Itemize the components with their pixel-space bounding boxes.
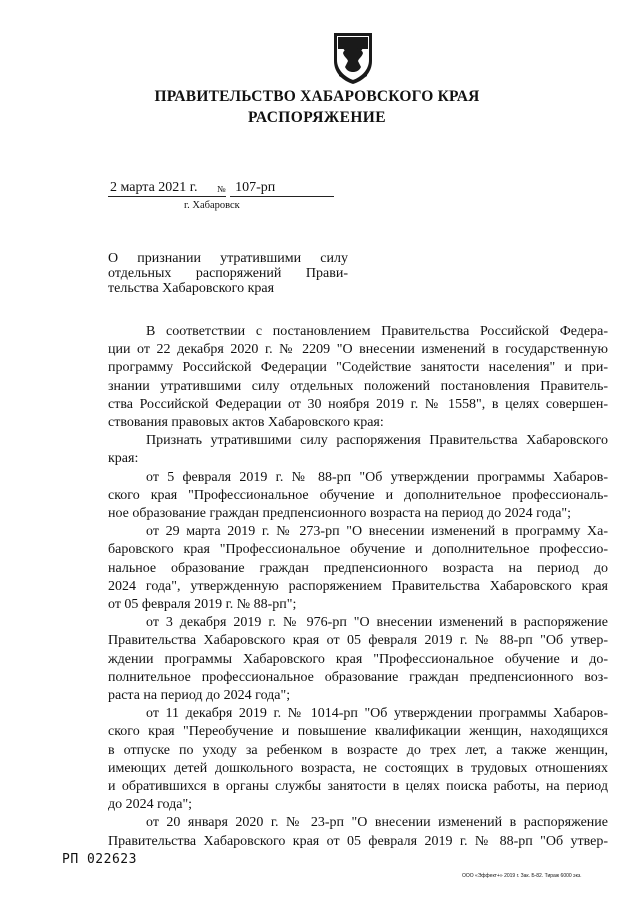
body-line: баровского края "Профессиональное обучение и дополнительное профессио-: [108, 542, 608, 558]
body-line: Признать утратившими силу распоряжения Правительства Хабаровского: [146, 433, 608, 449]
body-line: 2024 года", утвержденную распоряжением Правительства Хабаровского края: [108, 578, 608, 594]
body-line: от 29 марта 2019 г. № 273-рп "О внесении изменений в программу Ха-: [146, 524, 608, 540]
body-line: ства Российской Федерации от 30 ноября 2019 г. № 1558", в целях совершен-: [108, 396, 608, 412]
document-city: г. Хабаровск: [184, 200, 240, 211]
document-subject: [108, 251, 348, 296]
body-line: до 2024 года";: [108, 797, 193, 813]
body-line: от 20 января 2020 г. № 23-рп "О внесении изменений в распоряжение: [146, 815, 608, 831]
number-sign: №: [216, 184, 226, 194]
printer-imprint: ООО «Эффект+» 2019 г. Зак. Б-82. Тираж 6000 экз.: [462, 873, 582, 879]
body-line: Правительства Хабаровского края от 05 февраля 2019 г. № 88-рп "Об утвер-: [108, 833, 608, 849]
subject-line: отдельных распоряжений Прави-: [108, 266, 348, 281]
body-line: ского края "Профессиональное обучение и дополнительное профессиональ-: [108, 487, 608, 503]
organization-title: ПРАВИТЕЛЬСТВО ХАБАРОВСКОГО КРАЯ: [154, 88, 480, 105]
body-line: раста на период до 2024 года";: [108, 688, 291, 704]
document-date: 2 марта 2021 г.: [110, 180, 198, 195]
body-line: нальное образование граждан предпенсионного возраста на период до: [108, 560, 608, 576]
body-line: В соответствии с постановлением Правительства Российской Федера-: [146, 324, 608, 339]
body-line: имеющих детей дошкольного возраста, не состоящих в трудовых отношениях: [108, 760, 608, 776]
registration-row: [110, 180, 275, 196]
coat-of-arms-icon: [331, 31, 375, 85]
body-line: края:: [108, 451, 139, 467]
document-body: [108, 323, 608, 851]
body-line: ствования правовых актов Хабаровского края:: [108, 415, 384, 431]
body-line: от 5 февраля 2019 г. № 88-рп "Об утверждении программы Хабаров-: [146, 469, 608, 485]
body-line: от 11 декабря 2019 г. № 1014-рп "Об утверждении программы Хабаров-: [146, 706, 608, 722]
form-serial-number: РП 022623: [62, 852, 137, 867]
document-number: 107-рп: [235, 180, 276, 195]
number-underline: [230, 196, 334, 197]
subject-line: О признании утратившими силу: [108, 251, 348, 266]
body-line: от 3 декабря 2019 г. № 976-рп "О внесении изменений в распоряжение: [146, 615, 608, 631]
date-underline: [108, 196, 226, 197]
subject-line: тельства Хабаровского края: [108, 281, 275, 296]
body-line: в отпуске по уходу за ребенком в возрасте до трех лет, а также женщин,: [108, 742, 608, 758]
body-line: Правительства Хабаровского края от 05 февраля 2019 г. № 88-рп "Об утвер-: [108, 633, 608, 649]
body-line: от 05 февраля 2019 г. № 88-рп";: [108, 597, 297, 613]
body-line: и обратившихся в органы службы занятости в целях поиска работы, на период: [108, 779, 608, 795]
body-line: ского края "Переобучение и повышение квалификации женщин, находящихся: [108, 724, 608, 740]
body-line: ное образование граждан предпенсионного возраста на период до 2024 года";: [108, 506, 572, 522]
body-line: знании утратившими силу отдельных положений постановления Правитель-: [108, 378, 608, 394]
body-line: ждении программы Хабаровского края "Профессиональное обучение и до-: [108, 651, 608, 667]
document-type: РАСПОРЯЖЕНИЕ: [247, 109, 387, 126]
body-line: полнительное профессиональное образование граждан предпенсионного воз-: [108, 669, 608, 685]
body-line: программу Российской Федерации "Содействие занятости населения" и при-: [108, 360, 608, 376]
body-line: ции от 22 декабря 2020 г. № 2209 "О внесении изменений в государственную: [108, 342, 608, 358]
